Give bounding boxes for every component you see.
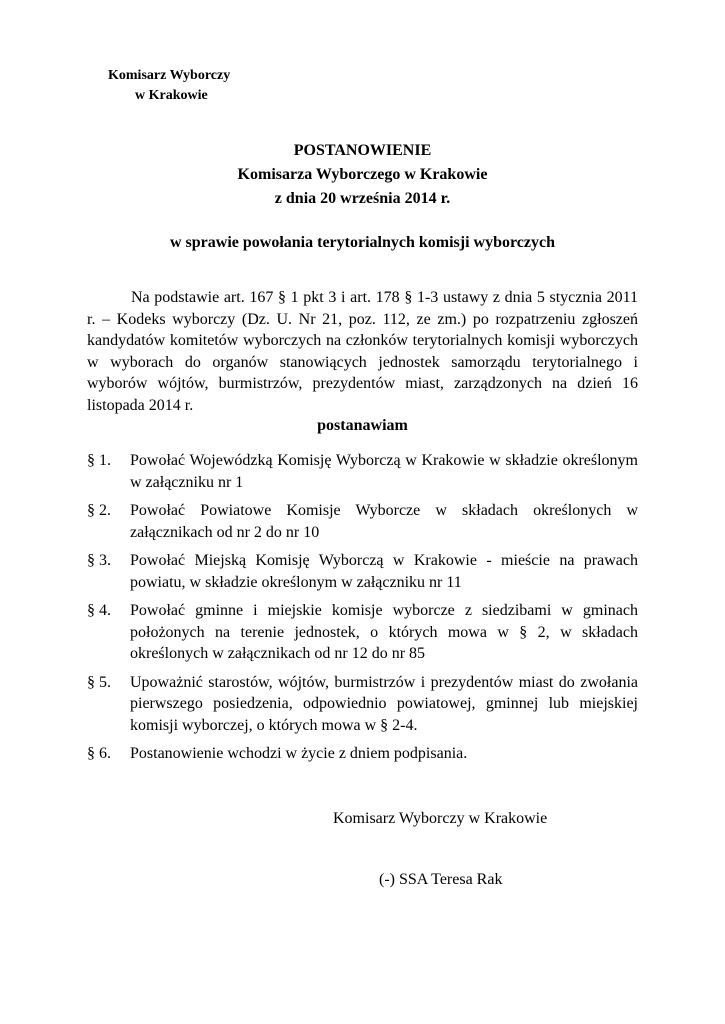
decision-heading: postanawiam (317, 417, 408, 434)
signatory-title: Komisarz Wyborczy w Krakowie (333, 810, 548, 827)
paragraph-item (87, 500, 638, 543)
paragraph-item (87, 600, 638, 665)
issuer-line-1: Komisarz Wyborczy (108, 68, 231, 83)
paragraph-text: Powołać Miejską Komisję Wyborczą w Krakowie - mieście na prawach powiatu, w składzie określonym w załączniku nr 11 (130, 552, 638, 591)
document-subject: w sprawie powołania terytorialnych komisji wyborczych (169, 234, 555, 251)
preamble-text: Na podstawie art. 167 § 1 pkt 3 i art. 178 § 1-3 ustawy z dnia 5 stycznia 2011 r. – Kodeks wyborczy (Dz. U. Nr 21, poz. 112, ze zm.) po rozpatrzeniu zgłoszeń kandydatów komitetów wyborczych na członków terytorialnych komisji wyborczych w wyborach do organów stanowiących jednostek samorządu terytorialnego i wyborów wójtów, burmistrzów, prezydentów miast, zarządzonych na dzień 16 listopada 2014 r. (87, 289, 638, 414)
paragraph-number: § 1. (87, 452, 111, 469)
signatory-name: (-) SSA Teresa Rak (379, 871, 503, 888)
paragraph-text: Upoważnić starostów, wójtów, burmistrzów i prezydentów miast do zwołania pierwszego posiedzenia, odpowiednio powiatowej, gminnej lub miejskiej komisji wyborczej, o których mowa w § 2-4. (130, 673, 638, 734)
document-type: POSTANOWIENIE (293, 142, 432, 159)
paragraph-number: § 3. (87, 552, 111, 569)
preamble (87, 287, 638, 416)
document-title (0, 139, 725, 211)
paragraph-text: Powołać gminne i miejskie komisje wyborcze z siedzibami w gminach położonych na terenie jednostek, o których mowa w § 2, w składach określonych w załącznikach od nr 12 do nr 85 (130, 602, 638, 662)
document-authority: Komisarza Wyborczego w Krakowie (237, 166, 488, 183)
paragraph-item (87, 672, 638, 737)
paragraph-list (87, 450, 638, 772)
paragraph-text: Powołać Powiatowe Komisje Wyborcze w składach określonych w załącznikach od nr 2 do nr 10 (130, 502, 638, 541)
paragraph-text: Postanowienie wchodzi w życie z dniem podpisania. (130, 745, 468, 762)
paragraph-item (87, 550, 638, 593)
paragraph-item (87, 450, 638, 493)
paragraph-number: § 2. (87, 502, 111, 519)
paragraph-number: § 6. (87, 745, 111, 762)
paragraph-item (87, 743, 638, 765)
paragraph-number: § 5. (87, 673, 111, 691)
paragraph-number: § 4. (87, 602, 111, 619)
document-date: z dnia 20 września 2014 r. (274, 190, 451, 207)
issuer-header (108, 66, 258, 106)
paragraph-text: Powołać Wojewódzką Komisję Wyborczą w Krakowie w składzie określonym w załączniku nr 1 (130, 452, 638, 491)
issuer-line-2: w Krakowie (135, 88, 208, 103)
